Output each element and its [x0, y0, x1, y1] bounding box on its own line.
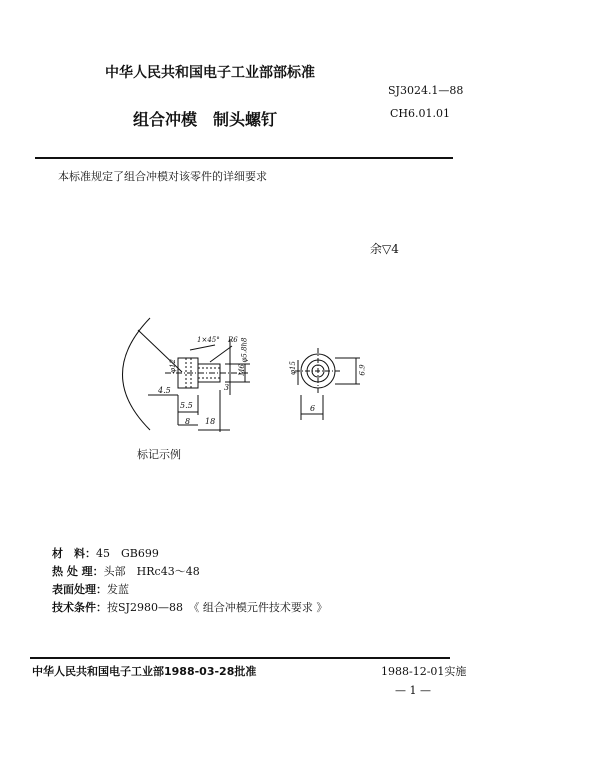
- spec-value: 45 GB699: [96, 547, 159, 560]
- dim-length-4-5: 4.5: [158, 386, 171, 395]
- head-radius-arc: [123, 318, 151, 430]
- dim-radius: R6: [228, 336, 238, 344]
- spec-value: 头部 HRc43～48: [103, 565, 200, 578]
- dim-chamfer: 1×45°: [197, 336, 220, 344]
- spec-label: 表面处理：: [52, 583, 107, 596]
- document-title: 组合冲模 制头螺钉: [133, 110, 278, 129]
- dim-end-diameter: φ15: [288, 361, 297, 375]
- spec-label: 材 料：: [52, 547, 96, 560]
- intro-text: 本标准规定了组合冲模对该零件的详细要求: [58, 170, 267, 183]
- spec-row-material: [52, 545, 327, 563]
- drawing-caption: 标记示例: [137, 448, 181, 461]
- effective-date: 1988-12-01实施: [381, 665, 467, 678]
- spec-row-technical: [52, 599, 327, 617]
- spec-list: [52, 545, 327, 617]
- spec-row-heat-treatment: [52, 563, 327, 581]
- standard-code-secondary: CH6.01.01: [390, 107, 450, 120]
- spec-label: 热 处 理：: [52, 565, 104, 578]
- org-standard-title: 中华人民共和国电子工业部部标准: [105, 65, 315, 81]
- page-number: — 1 —: [395, 684, 431, 697]
- spec-value: 发蓝: [107, 583, 129, 596]
- dim-end-width: 6: [310, 404, 316, 413]
- approval-text: 中华人民共和国电子工业部1988-03-28批准: [32, 665, 257, 678]
- spec-label: 技术条件：: [52, 601, 107, 614]
- spec-row-surface: [52, 581, 327, 599]
- dim-length-5-5: 5.5: [180, 401, 193, 410]
- dim-pitch-diameter: φ5.8h8: [240, 337, 249, 363]
- footer-rule: [30, 657, 450, 659]
- spec-value: 按SJ2980—88 《 组合冲模元件技术要求 》: [107, 601, 328, 614]
- standard-code: SJ3024.1—88: [388, 84, 464, 97]
- dim-length-18: 18: [205, 417, 216, 426]
- roughness-note: 余▽4: [370, 242, 399, 256]
- dim-head-diameter: φ12: [168, 359, 177, 373]
- dim-end-height: 6.9: [358, 364, 367, 376]
- dim-length-8: 8: [185, 417, 191, 426]
- dim-thread: M6: [237, 364, 246, 376]
- dim-length-3: 3: [224, 383, 230, 392]
